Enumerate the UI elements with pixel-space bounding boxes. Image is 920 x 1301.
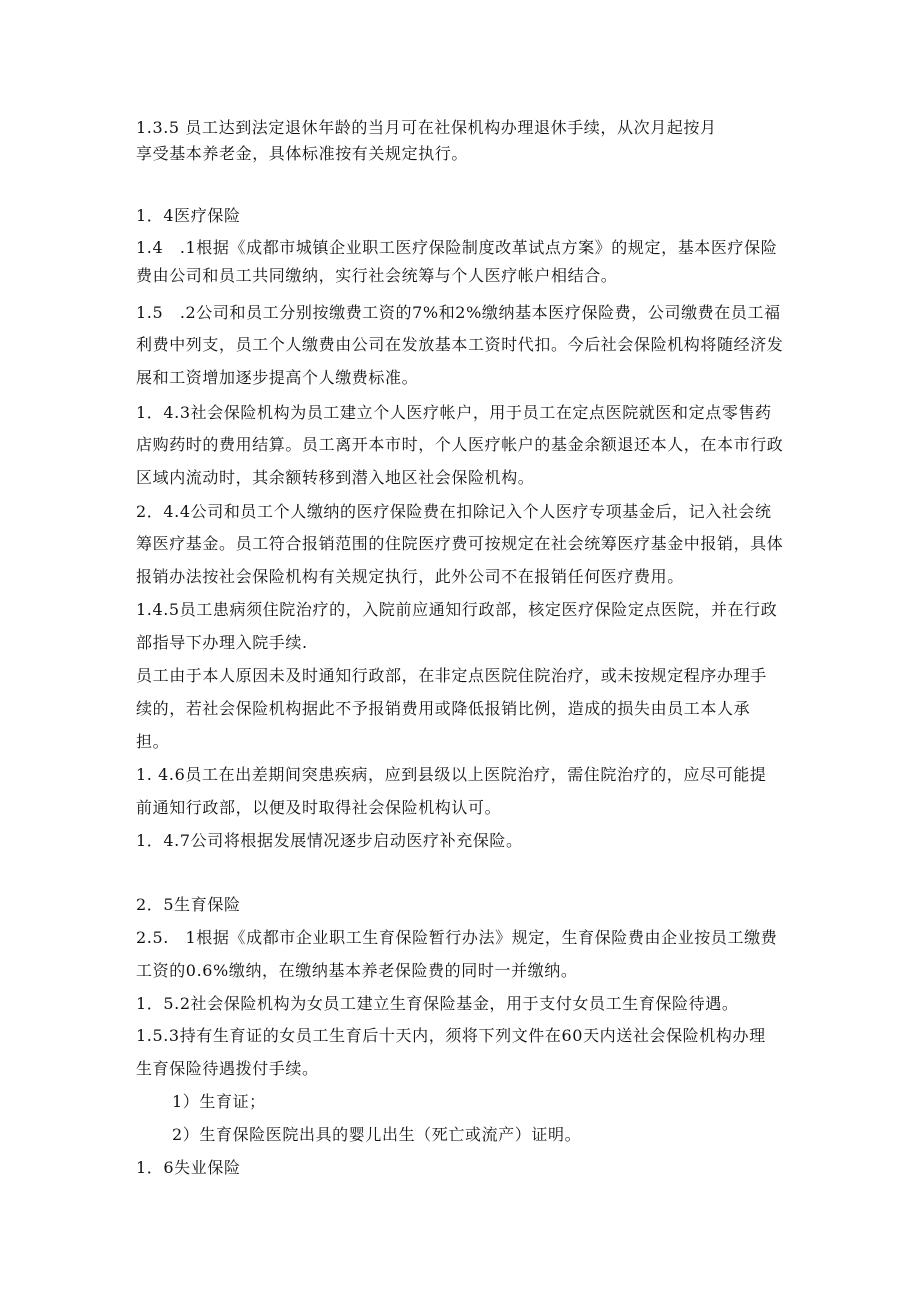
text-line: 展和工资增加逐步提高个人缴费标准。 — [136, 368, 419, 387]
list-item: 1）生育证； — [172, 1092, 266, 1111]
text-line: 报销办法按社会保险机构有关规定执行，此外公司不在报销任何医疗费用。 — [136, 567, 684, 586]
text-line: 1．5.2社会保险机构为女员工建立生育保险基金，用于支付女员工生育保险待遇。 — [136, 994, 739, 1013]
text-line: 工资的0.6%缴纳，在缴纳基本养老保险费的同时一并缴纳。 — [136, 961, 578, 980]
text-line: 1.5 .2公司和员工分别按缴费工资的7%和2%缴纳基本医疗保险费，公司缴费在员工福 — [136, 303, 781, 322]
text-line: 2.5. 1根据《成都市企业职工生育保险暂行办法》规定，生育保险费由企业按员工缴费 — [136, 928, 778, 947]
section-heading: 1．6失业保险 — [136, 1158, 241, 1177]
text-line: 续的，若社会保险机构据此不予报销费用或降低报销比例，造成的损失由员工本人承 — [136, 699, 751, 718]
text-line: 员工由于本人原因未及时通知行政部，在非定点医院住院治疗，或未按规定程序办理手 — [136, 666, 767, 685]
text-line: 1.5.3持有生育证的女员工生育后十天内，须将下列文件在60天内送社会保险机构办理 — [136, 1026, 766, 1045]
text-line: 筹医疗基金。员工符合报销范围的住院医疗费可按规定在社会统筹医疗基金中报销，具体 — [136, 534, 784, 553]
text-line: 1.3.5 员工达到法定退休年龄的当月可在社保机构办理退休手续，从次月起按月 — [136, 118, 717, 137]
text-line: 部指导下办理入院手续. — [136, 633, 308, 652]
text-line: 1.4 .1根据《成都市城镇企业职工医疗保险制度改革试点方案》的规定，基本医疗保险 — [136, 238, 778, 257]
text-line: 1．4.3社会保险机构为员工建立个人医疗帐户，用于员工在定点医院就医和定点零售药 — [136, 403, 772, 422]
text-line: 店购药时的费用结算。员工离开本市时，个人医疗帐户的基金余额退还本人，在本市行政 — [136, 435, 784, 454]
text-line: 利费中列支，员工个人缴费由公司在发放基本工资时代扣。今后社会保险机构将随经济发 — [136, 335, 784, 354]
text-line: 生育保险待遇拨付手续。 — [136, 1059, 319, 1078]
text-line: 2．4.4公司和员工个人缴纳的医疗保险费在扣除记入个人医疗专项基金后，记入社会统 — [136, 502, 772, 521]
text-line: 1．4.7公司将根据发展情况逐步启动医疗补充保险。 — [136, 831, 523, 850]
text-line: 享受基本养老金，具体标准按有关规定执行。 — [136, 144, 469, 163]
text-line: 费由公司和员工共同缴纳，实行社会统筹与个人医疗帐户相结合。 — [136, 266, 618, 285]
section-heading: 2．5生育保险 — [136, 895, 241, 914]
text-line: 区域内流动时，其余额转移到潜入地区社会保险机构。 — [136, 468, 535, 487]
text-line: 1. 4.6员工在出差期间突患疾病，应到县级以上医院治疗，需住院治疗的，应尽可能提 — [136, 765, 767, 784]
text-line: 1.4.5员工患病须住院治疗的，入院前应通知行政部，核定医疗保险定点医院，并在行政 — [136, 600, 778, 619]
section-heading: 1．4医疗保险 — [136, 206, 241, 225]
text-line: 担。 — [136, 732, 170, 751]
list-item: 2）生育保险医院出具的婴儿出生（死亡或流产）证明。 — [172, 1125, 582, 1144]
text-line: 前通知行政部，以便及时取得社会保险机构认可。 — [136, 798, 502, 817]
